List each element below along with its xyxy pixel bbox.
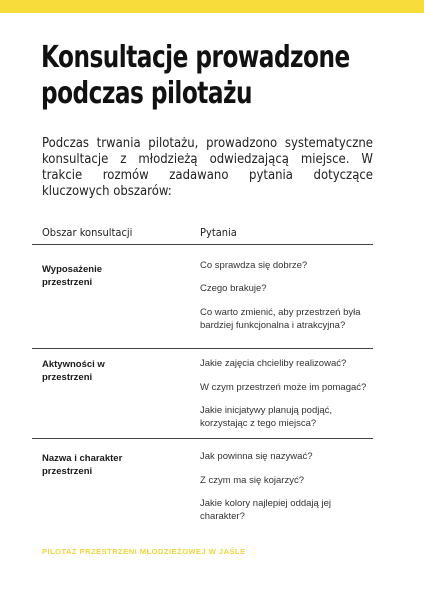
page-title-line-2: podczas pilotażu [41, 76, 252, 111]
question-item [200, 259, 376, 272]
question-item [200, 474, 376, 487]
row-divider [32, 438, 373, 439]
top-accent-bar [0, 0, 424, 13]
page-title-line-1: Konsultacje prowadzone [41, 40, 350, 75]
question-line: Z czym ma się kojarzyć? [200, 475, 304, 486]
column-header-questions: Pytania [200, 226, 237, 239]
table-header-divider [32, 244, 373, 245]
question-line: Jakie kolory najlepiej oddają jej [200, 498, 331, 509]
table-header [42, 226, 373, 242]
area-label-line: przestrzeni [42, 466, 93, 477]
question-line: Co warto zmienić, aby przestrzeń była [200, 307, 361, 318]
question-line: Jak powinna się nazywać? [200, 451, 313, 462]
area-label-equipment [42, 263, 152, 289]
intro-paragraph: Podczas trwania pilotażu, prowadzono systematyczne konsultacje z młodzieżą odwiedzającą miejsce. W trakcie rozmów zadawano pytania dotyczące kluczowych obszarów: [42, 136, 373, 199]
page-title [41, 40, 351, 112]
area-label-line: Aktywności w [42, 359, 105, 370]
question-line: charakter? [200, 511, 245, 522]
question-item [200, 404, 376, 430]
question-line: bardziej funkcjonalna i atrakcyjna? [200, 320, 346, 331]
question-item [200, 306, 376, 332]
area-label-activities [42, 358, 152, 384]
question-item [200, 450, 376, 463]
area-label-line: przestrzeni [42, 277, 93, 288]
column-header-area: Obszar konsultacji [42, 226, 133, 239]
question-line: Co sprawdza się dobrze? [200, 260, 308, 271]
row-divider [32, 348, 373, 349]
area-label-line: przestrzeni [42, 372, 93, 383]
area-label-line: Wyposażenie [42, 264, 103, 275]
question-line: Czego brakuje? [200, 283, 267, 294]
question-line: korzystając z tego miejsca? [200, 418, 317, 429]
question-item [200, 497, 376, 523]
area-label-name-character [42, 452, 152, 478]
question-item [200, 357, 376, 370]
question-line: Jakie inicjatywy planują podjąć, [200, 405, 333, 416]
question-line: Jakie zajęcia chcieliby realizować? [200, 358, 347, 369]
footer-project-name: PILOTAŻ PRZESTRZENI MŁODZIEŻOWEJ W JAŚLE [42, 547, 246, 556]
area-label-line: Nazwa i charakter [42, 453, 123, 464]
question-item [200, 381, 376, 394]
question-item [200, 282, 376, 295]
question-line: W czym przestrzeń może im pomagać? [200, 382, 367, 393]
